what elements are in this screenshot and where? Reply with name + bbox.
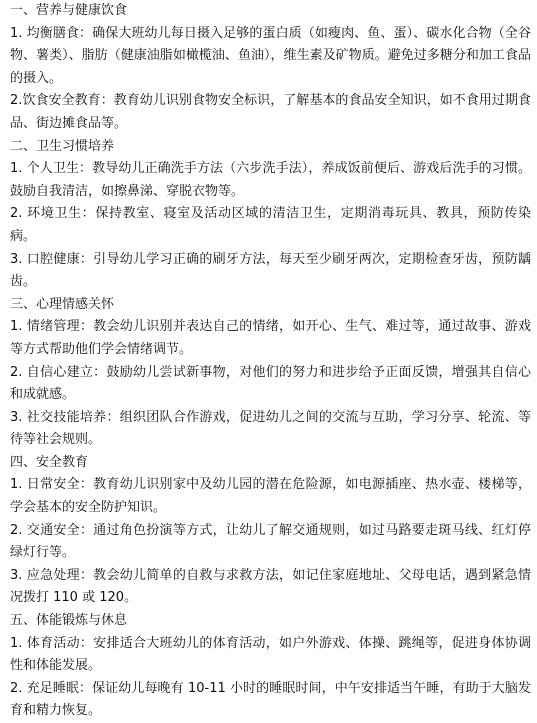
paragraph: 3. 社交技能培养：组织团队合作游戏，促进幼儿之间的交流与互助，学习分享、轮流、等待等社会规则。 — [10, 409, 531, 448]
section-heading: 一、营养与健康饮食 — [10, 3, 128, 18]
paragraph: 2. 充足睡眠：保证幼儿每晚有 10-11 小时的睡眠时间，中午安排适当午睡，有助于大脑发育和精力恢复。 — [10, 680, 531, 719]
section-heading: 二、卫生习惯培养 — [10, 138, 115, 154]
paragraph: 2. 环境卫生：保持教室、寝室及活动区域的清洁卫生，定期消毒玩具、教具，预防传染病。 — [10, 206, 531, 244]
paragraph: 2. 交通安全：通过角色扮演等方式，让幼儿了解交通规则，如过马路要走斑马线、红灯停绿灯行等。 — [10, 522, 531, 561]
paragraph: 3. 应急处理：教会幼儿简单的自救与求救方法，如记住家庭地址、父母电话，遇到紧急情况拨打 110 或 120。 — [10, 567, 531, 606]
paragraph: 2.饮食安全教育：教育幼儿识别食物安全标识，了解基本的食品安全知识，如不食用过期食品、街边摊食品等。 — [10, 93, 531, 131]
paragraph: 1. 日常安全：教育幼儿识别家中及幼儿园的潜在危险源，如电源插座、热水壶、楼梯等，学会基本的安全防护知识。 — [10, 477, 531, 516]
paragraph: 3. 口腔健康：引导幼儿学习正确的刷牙方法，每天至少刷牙两次，定期检查牙齿，预防龋齿。 — [10, 251, 531, 290]
paragraph: 1. 体育活动：安排适合大班幼儿的体育活动，如户外游戏、体操、跳绳等，促进身体协调性和体能发展。 — [10, 635, 531, 674]
section-heading: 四、安全教育 — [10, 454, 89, 470]
paragraph: 2. 自信心建立：鼓励幼儿尝试新事物，对他们的努力和进步给予正面反馈，增强其自信心和成就感。 — [10, 364, 531, 403]
section-safety — [10, 452, 531, 610]
section-nutrition — [10, 0, 531, 136]
section-exercise-rest — [10, 610, 531, 723]
paragraph: 1. 均衡膳食：确保大班幼儿每日摄入足够的蛋白质（如瘦肉、鱼、蛋）、碳水化合物（全谷物、薯类）、脂肪（健康油脂如橄榄油、鱼油），维生素及矿物质。避免过多糖分和加工食品的摄入。 — [10, 25, 531, 86]
section-psychology — [10, 294, 531, 452]
paragraph: 1. 情绪管理：教会幼儿识别并表达自己的情绪，如开心、生气、难过等，通过故事、游戏等方式帮助他们学会情绪调节。 — [10, 319, 531, 357]
paragraph: 1. 个人卫生：教导幼儿正确洗手方法（六步洗手法），养成饭前便后、游戏后洗手的习惯。鼓励自我清洁，如擦鼻涕、穿脱衣物等。 — [10, 161, 531, 199]
section-hygiene — [10, 136, 531, 294]
section-heading: 三、心理情感关怀 — [10, 296, 115, 312]
section-heading: 五、体能锻炼与休息 — [10, 613, 128, 629]
